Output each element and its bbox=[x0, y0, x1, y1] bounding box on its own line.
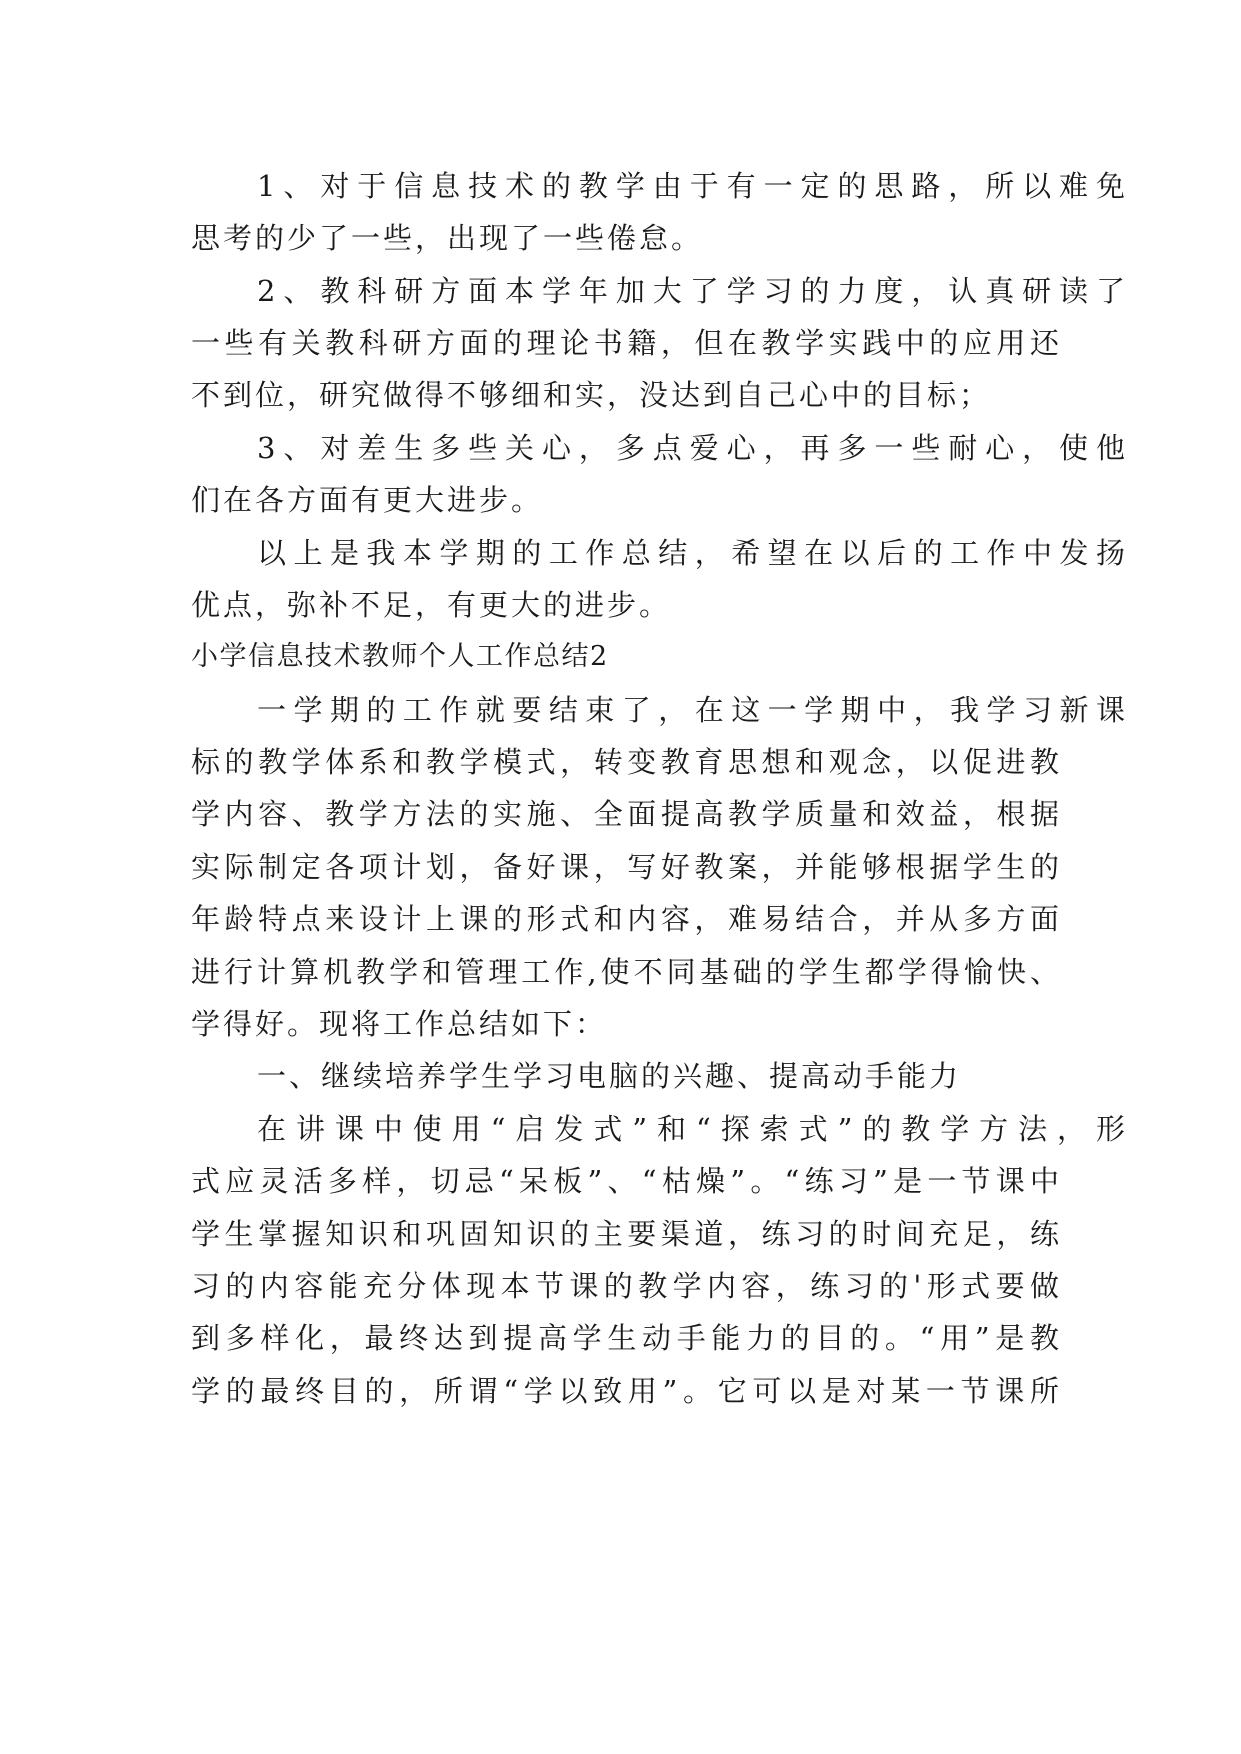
paragraph-line: 2、教科研方面本学年加大了学习的力度，认真研读了 bbox=[257, 274, 1125, 308]
paragraph-line: 习的内容能充分体现本节课的教学内容，练习的'形式要做 bbox=[191, 1269, 1059, 1303]
paragraph-line: 到多样化，最终达到提高学生动手能力的目的。“用”是教 bbox=[191, 1321, 1059, 1355]
paragraph-line: 学得好。现将工作总结如下： bbox=[191, 1007, 608, 1041]
paragraph-line: 一些有关教科研方面的理论书籍，但在教学实践中的应用还 bbox=[191, 326, 1059, 360]
paragraph-line: 在讲课中使用“启发式”和“探索式”的教学方法，形 bbox=[257, 1112, 1125, 1146]
section-heading: 小学信息技术教师个人工作总结2 bbox=[191, 641, 609, 672]
paragraph-line: 一学期的工作就要结束了，在这一学期中，我学习新课 bbox=[257, 693, 1125, 727]
subheading-line: 一、继续培养学生学习电脑的兴趣、提高动手能力 bbox=[257, 1059, 962, 1093]
paragraph-line: 式应灵活多样，切忌“呆板”、“枯燥”。“练习”是一节课中 bbox=[191, 1164, 1059, 1198]
paragraph-line: 学生掌握知识和巩固知识的主要渠道，练习的时间充足，练 bbox=[191, 1217, 1059, 1251]
paragraph-line: 1、对于信息技术的教学由于有一定的思路，所以难免 bbox=[257, 169, 1125, 203]
paragraph-line: 进行计算机教学和管理工作,使不同基础的学生都学得愉快、 bbox=[191, 955, 1059, 989]
paragraph-line: 学内容、教学方法的实施、全面提高教学质量和效益，根据 bbox=[191, 797, 1059, 831]
paragraph-line: 年龄特点来设计上课的形式和内容，难易结合，并从多方面 bbox=[191, 902, 1059, 936]
paragraph-line: 优点，弥补不足，有更大的进步。 bbox=[191, 588, 672, 622]
paragraph-line: 标的教学体系和教学模式，转变教育思想和观念，以促进教 bbox=[191, 745, 1059, 779]
paragraph-line: 以上是我本学期的工作总结，希望在以后的工作中发扬 bbox=[257, 536, 1125, 570]
paragraph-line: 3、对差生多些关心，多点爱心，再多一些耐心，使他 bbox=[257, 431, 1125, 465]
paragraph-line: 学的最终目的，所谓“学以致用”。它可以是对某一节课所 bbox=[191, 1374, 1059, 1408]
paragraph-line: 实际制定各项计划，备好课，写好教案，并能够根据学生的 bbox=[191, 850, 1059, 884]
paragraph-line: 思考的少了一些，出现了一些倦怠。 bbox=[191, 221, 704, 255]
paragraph-line: 不到位，研究做得不够细和实，没达到自己心中的目标； bbox=[191, 378, 992, 412]
paragraph-line: 们在各方面有更大进步。 bbox=[191, 483, 544, 517]
